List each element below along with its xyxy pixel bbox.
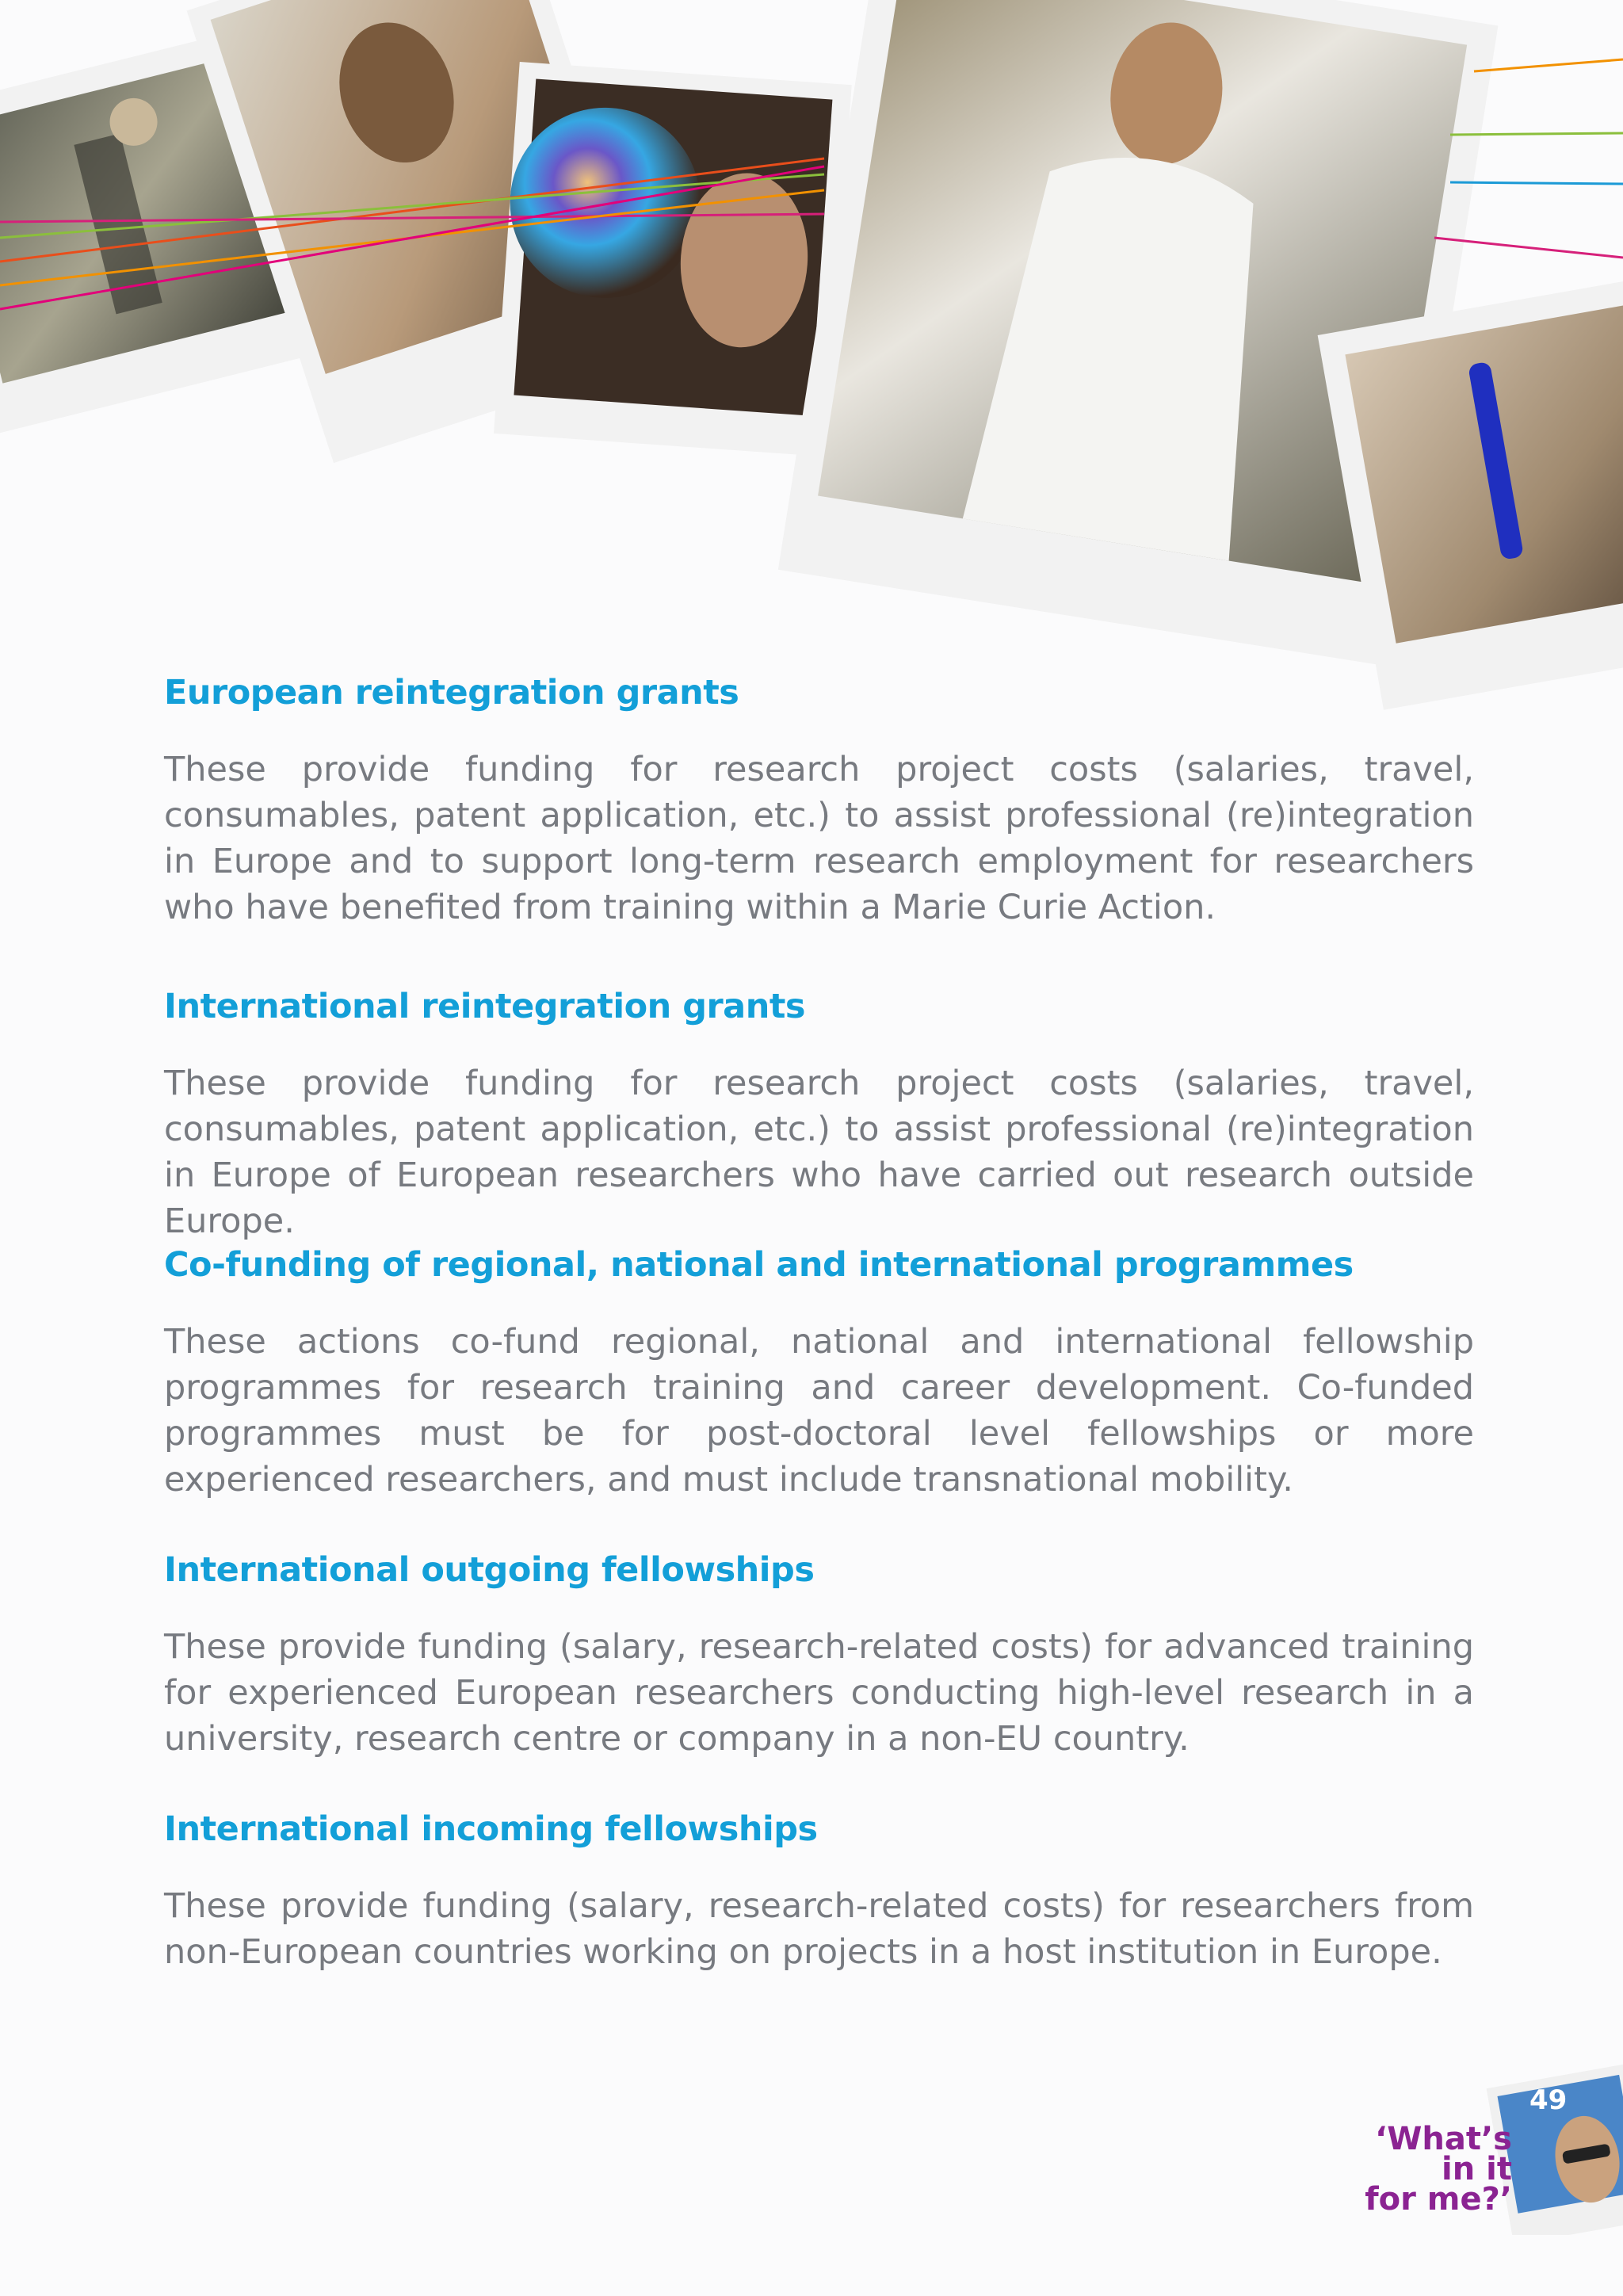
section-body: These actions co-fund regional, national and international fellowship programmes for research training and career development. Co-funded programmes must be for post-doctoral level fellowships or more experienced researchers, and must include transnational mobility. xyxy=(164,1322,1474,1499)
section-title: International incoming fellowships xyxy=(164,1809,818,1849)
section-title: Co-funding of regional, national and international programmes xyxy=(164,1245,1354,1285)
tagline-line: in it xyxy=(1442,2151,1512,2187)
section-body: These provide funding (salary, research-related costs) for researchers from non-European countries working on projects in a host institution in Europe. xyxy=(164,1886,1474,1972)
section-body: These provide funding (salary, research-related costs) for advanced training for experienced European researchers conducting high-level research in a university, research centre or company in a non-EU country. xyxy=(164,1627,1474,1759)
collage-decoration xyxy=(0,0,1623,713)
page-number: 49 xyxy=(1529,2084,1568,2116)
tagline-line: for me?’ xyxy=(1365,2181,1512,2218)
tagline xyxy=(1322,2121,1512,2218)
section-body: These provide funding for research project costs (salaries, travel, consumables, patent application, etc.) to assist professional (re)integration in Europe of European researchers who have carried out research outside Europe. xyxy=(164,1064,1474,1241)
section-title: International reintegration grants xyxy=(164,987,805,1026)
section-body: These provide funding for research project costs (salaries, travel, consumables, patent application, etc.) to assist professional (re)integration in Europe and to support long-term research employment for researchers who have benefited from training within a Marie Curie Action. xyxy=(164,750,1474,927)
section-title: European reintegration grants xyxy=(164,673,739,712)
tagline-line: ‘What’s xyxy=(1375,2121,1512,2157)
section-title: International outgoing fellowships xyxy=(164,1550,815,1590)
photo-iridescent-disc xyxy=(494,62,852,457)
photo-collage xyxy=(0,0,1623,713)
